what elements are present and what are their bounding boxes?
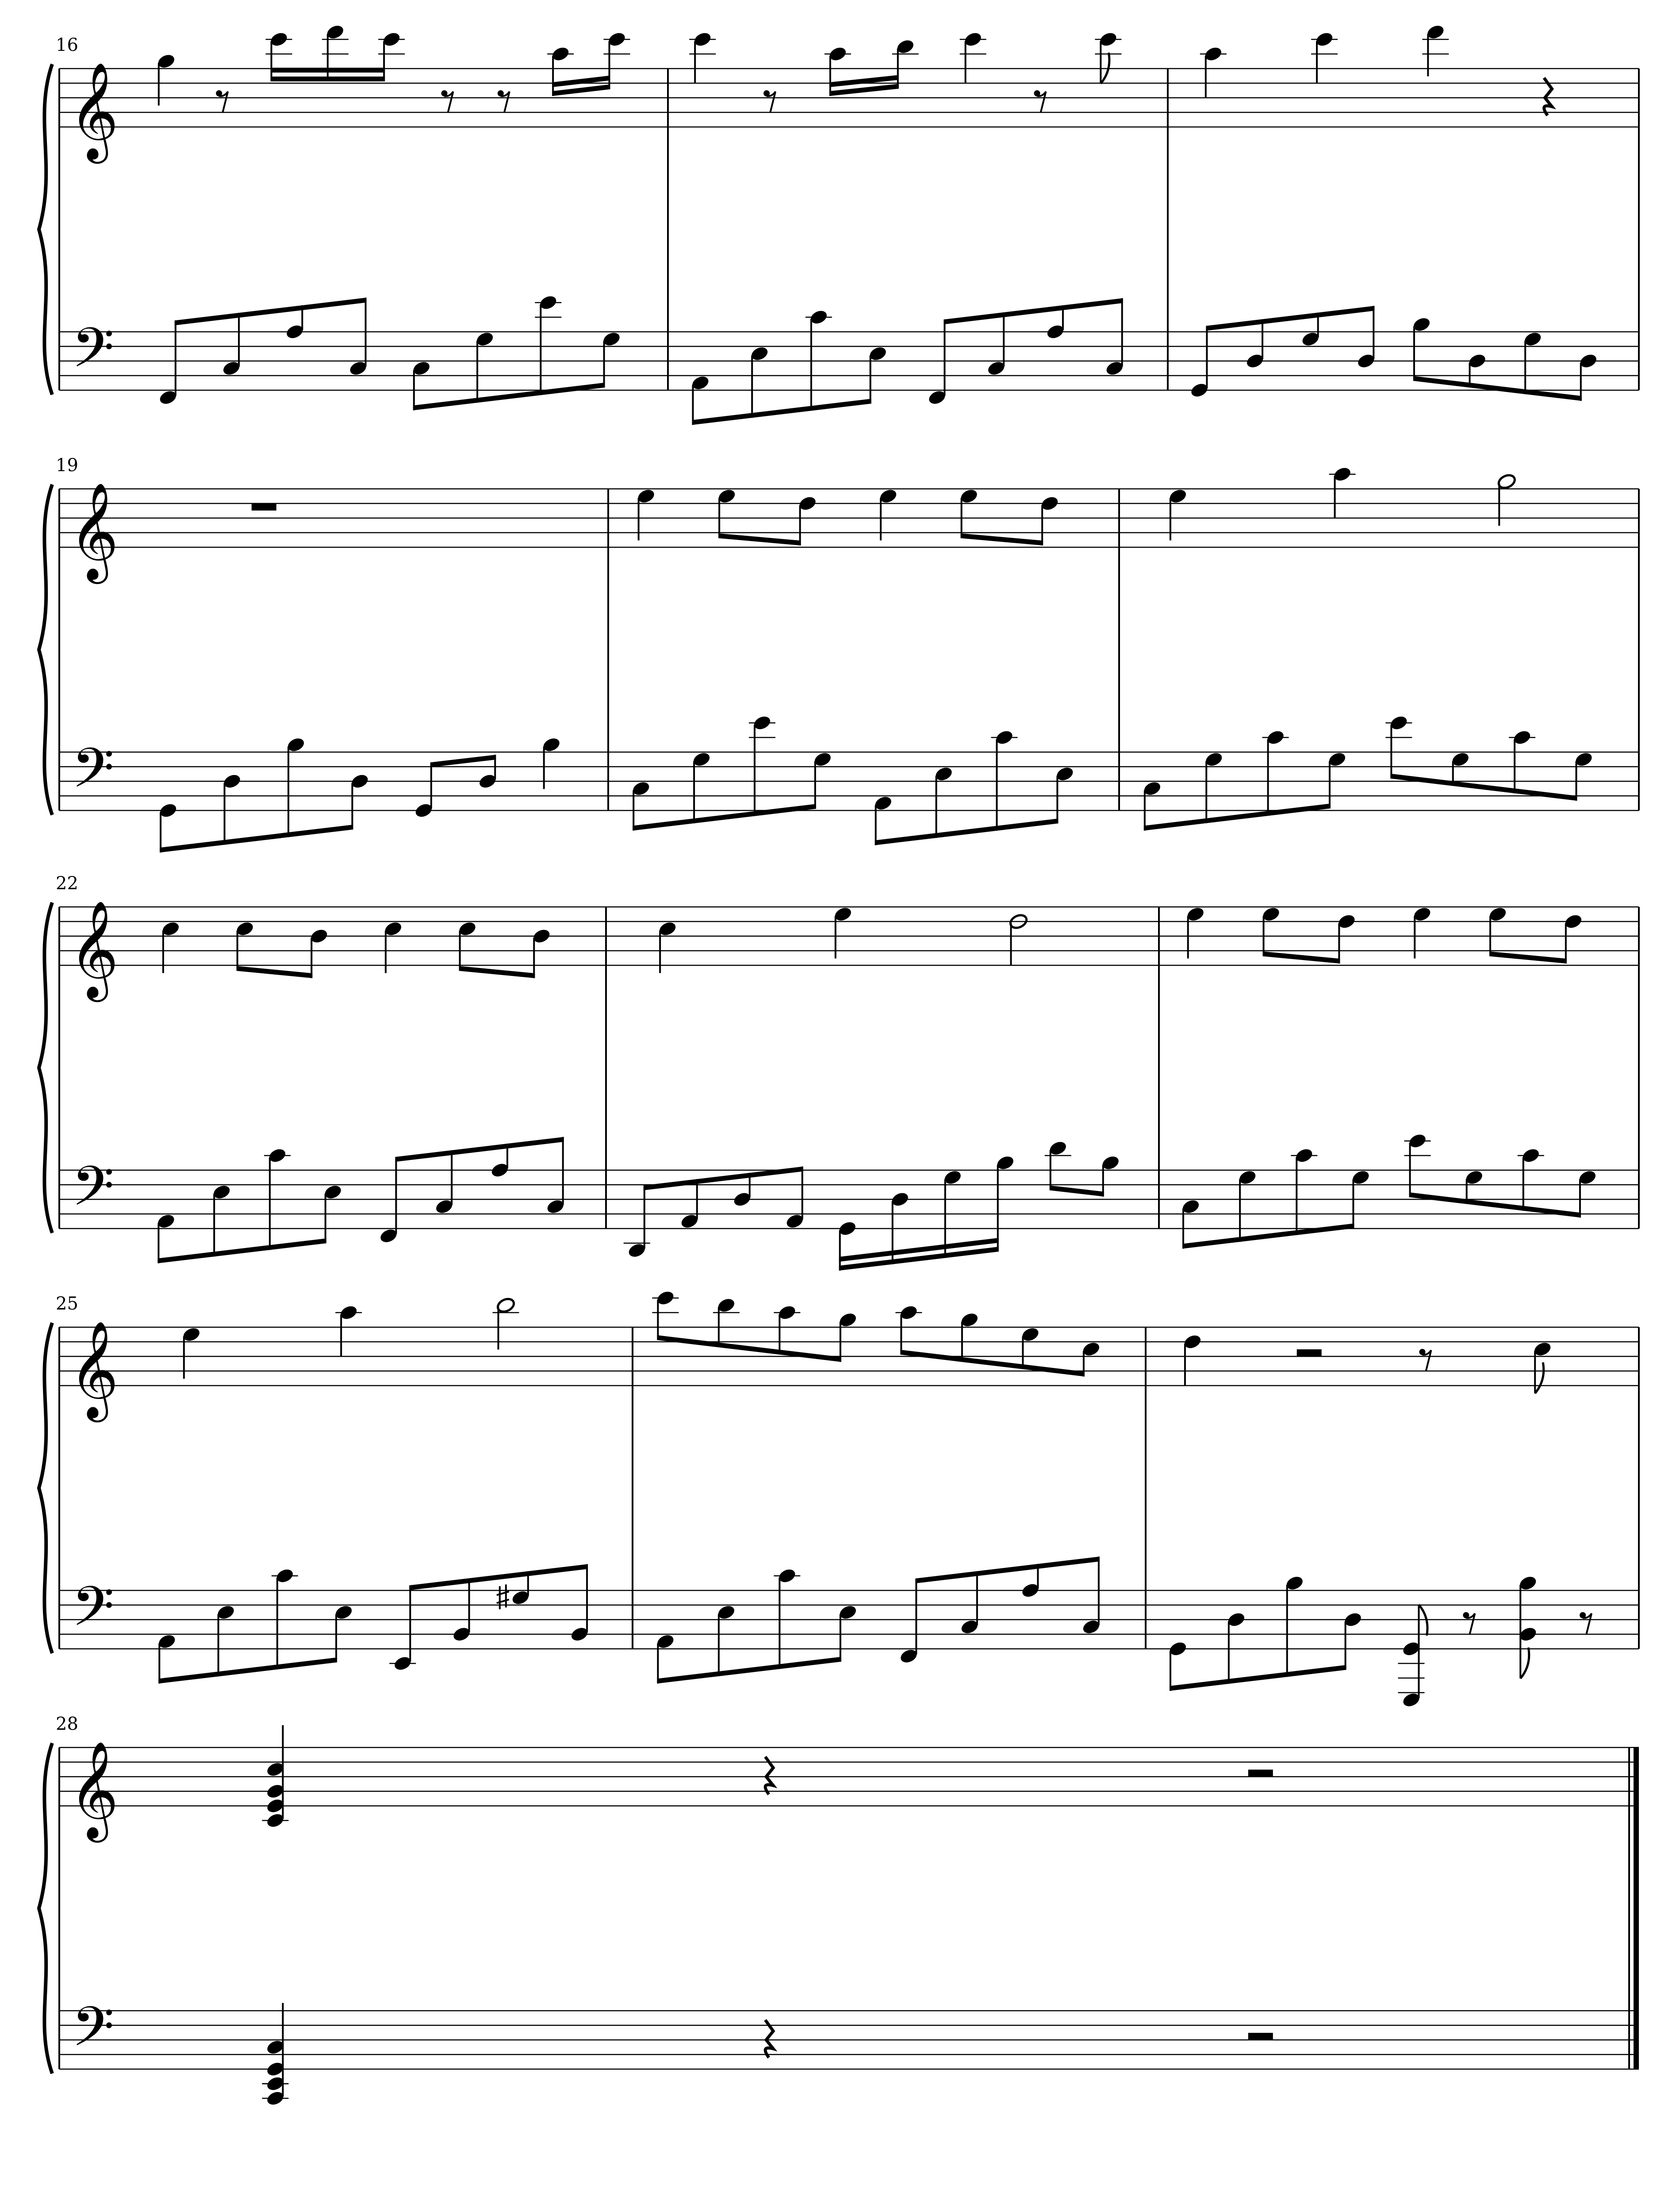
measure-20 [631, 488, 1119, 845]
half-rest [1248, 2033, 1273, 2040]
measure-22 [156, 907, 606, 1263]
bass-staff [59, 752, 1639, 810]
beam [395, 1137, 564, 1162]
beam [1170, 1665, 1346, 1691]
beam [718, 534, 801, 546]
half-rest [1248, 1770, 1273, 1777]
bass-clef-icon: 𝄢 [72, 1155, 115, 1232]
measure-24 [1181, 906, 1639, 1249]
measure-21 [1142, 465, 1639, 830]
bass-clef-icon: 𝄢 [72, 1995, 115, 2072]
beam [175, 298, 367, 326]
measure-25 [157, 1297, 633, 1684]
bass-clef-icon: 𝄢 [72, 737, 115, 814]
beam [692, 399, 871, 425]
final-barline-thick [1634, 1747, 1639, 2069]
beam [237, 966, 313, 979]
beam [1182, 1223, 1354, 1248]
measure-18 [1189, 23, 1639, 401]
beam [1263, 952, 1340, 964]
beam [1206, 306, 1374, 330]
bass-staff [59, 1170, 1639, 1229]
flag [1520, 1647, 1529, 1678]
flag [1535, 1363, 1544, 1394]
treble-clef-icon: 𝄞 [69, 1740, 119, 1838]
beam [1050, 1186, 1104, 1197]
system-brace [39, 64, 52, 395]
beam [1413, 376, 1582, 401]
measure-number: 19 [56, 455, 78, 476]
beam [875, 818, 1059, 845]
beam [1489, 952, 1567, 964]
treble-staff [59, 1327, 1639, 1386]
treble-clef-icon: 𝄞 [69, 61, 119, 159]
treble-clef-icon: 𝄞 [69, 482, 119, 580]
system-brace [39, 1743, 52, 2074]
treble-clef-icon: 𝄞 [69, 900, 119, 998]
measure-number: 16 [56, 35, 78, 55]
measure-number: 28 [56, 1714, 78, 1734]
system-25 [39, 1289, 1639, 1709]
half-rest [1297, 1349, 1322, 1356]
measure-26 [652, 1289, 1146, 1683]
beam [633, 804, 816, 830]
measure-number: 22 [56, 873, 78, 894]
system-22 [39, 873, 1639, 1271]
system-brace [39, 902, 52, 1233]
measure-19 [158, 489, 608, 853]
system-brace [39, 1323, 52, 1653]
treble-staff [59, 489, 1639, 547]
beam [1390, 774, 1577, 801]
beam [409, 1564, 588, 1590]
bass-staff [59, 1590, 1639, 1649]
treble-staff [59, 1747, 1639, 1806]
measure-number: 25 [56, 1294, 78, 1314]
beam [459, 966, 535, 979]
whole-rest [252, 503, 276, 511]
beam [158, 1658, 337, 1684]
beam [657, 1335, 841, 1362]
measure-17 [689, 31, 1168, 425]
beam [657, 1657, 841, 1684]
beam [900, 1350, 1085, 1377]
measure-16 [156, 23, 668, 411]
beam [160, 825, 353, 853]
beam [413, 383, 605, 411]
beam [157, 1238, 326, 1263]
beam [1144, 803, 1331, 830]
bass-staff [59, 2011, 1639, 2069]
treble-clef-icon: 𝄞 [69, 1320, 119, 1418]
beam [961, 534, 1043, 546]
bass-staff [59, 332, 1639, 390]
system-28 [39, 1714, 1639, 2107]
bass-clef-icon: 𝄢 [72, 316, 115, 393]
measure-28 [262, 1725, 1639, 2107]
system-brace [39, 484, 52, 815]
beam [944, 298, 1123, 324]
bass-clef-icon: 𝄢 [72, 1575, 115, 1652]
measure-27 [1168, 1327, 1639, 1709]
beam [430, 755, 496, 767]
beam [271, 77, 385, 81]
system-19 [39, 455, 1639, 853]
beam [915, 1557, 1100, 1584]
measure-23 [624, 906, 1159, 1271]
